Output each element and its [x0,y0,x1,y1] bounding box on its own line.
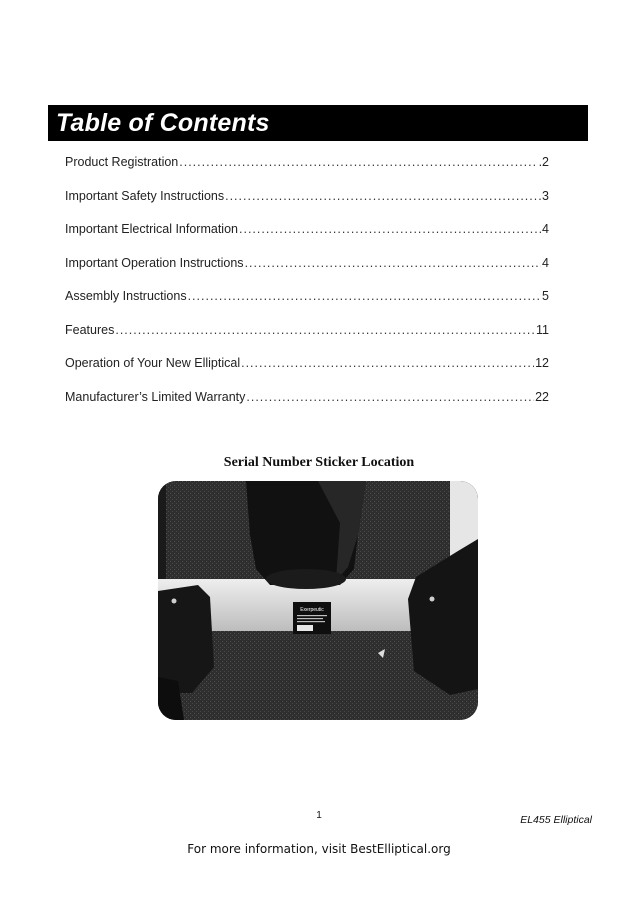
toc-entry-title: Operation of Your New Elliptical [65,356,241,370]
toc-entry-features[interactable] [65,323,549,357]
dot-leader [239,222,541,236]
toc-entry-page: 12 [535,356,549,370]
toc-entry-title: Manufacturer’s Limited Warranty [65,389,246,404]
dot-leader [246,390,534,404]
toc-entry-electrical-information[interactable] [65,222,549,256]
dot-leader [225,189,541,203]
toc-entry-limited-warranty[interactable] [65,390,549,424]
serial-sticker-photo [158,481,478,720]
toc-heading-banner [48,105,588,141]
dot-leader [115,323,535,337]
page-title: Table of Contents [56,108,270,137]
toc-entry-title: Assembly Instructions [65,289,187,303]
page-number: 1 [316,810,322,821]
toc-entry-title: Important Electrical Information [65,222,238,236]
footer-link-text[interactable]: For more information, visit BestElliptical.org [187,842,451,856]
toc-entry-page: 4 [542,255,549,270]
toc-entry-page: 5 [542,289,549,303]
model-label: EL455 Elliptical [520,814,592,826]
toc-entry-page: 4 [542,222,549,236]
toc-entry-operation-elliptical[interactable] [65,356,549,390]
toc-entry-safety-instructions[interactable] [65,189,549,223]
toc-entry-page: .2 [538,155,549,169]
dot-leader [241,356,534,370]
toc-entry-title: Features [65,322,115,337]
toc-entry-title: Important Operation Instructions [65,255,244,270]
dot-leader [245,256,541,270]
figure-caption: Serial Number Sticker Location [223,455,415,470]
toc-entry-assembly-instructions[interactable] [65,289,549,323]
toc-entry-title: Important Safety Instructions [65,188,225,203]
dot-leader [179,155,537,169]
toc-entry-title: Product Registration [65,155,179,169]
dot-leader [188,289,541,303]
table-of-contents [65,155,549,423]
toc-entry-page: 3 [542,188,549,203]
toc-entry-page: 22 [535,389,549,404]
toc-entry-operation-instructions[interactable] [65,256,549,290]
toc-entry-product-registration[interactable] [65,155,549,189]
sticker-brand-text: Exerpeutic [300,607,324,613]
toc-entry-page: 11 [536,322,549,337]
